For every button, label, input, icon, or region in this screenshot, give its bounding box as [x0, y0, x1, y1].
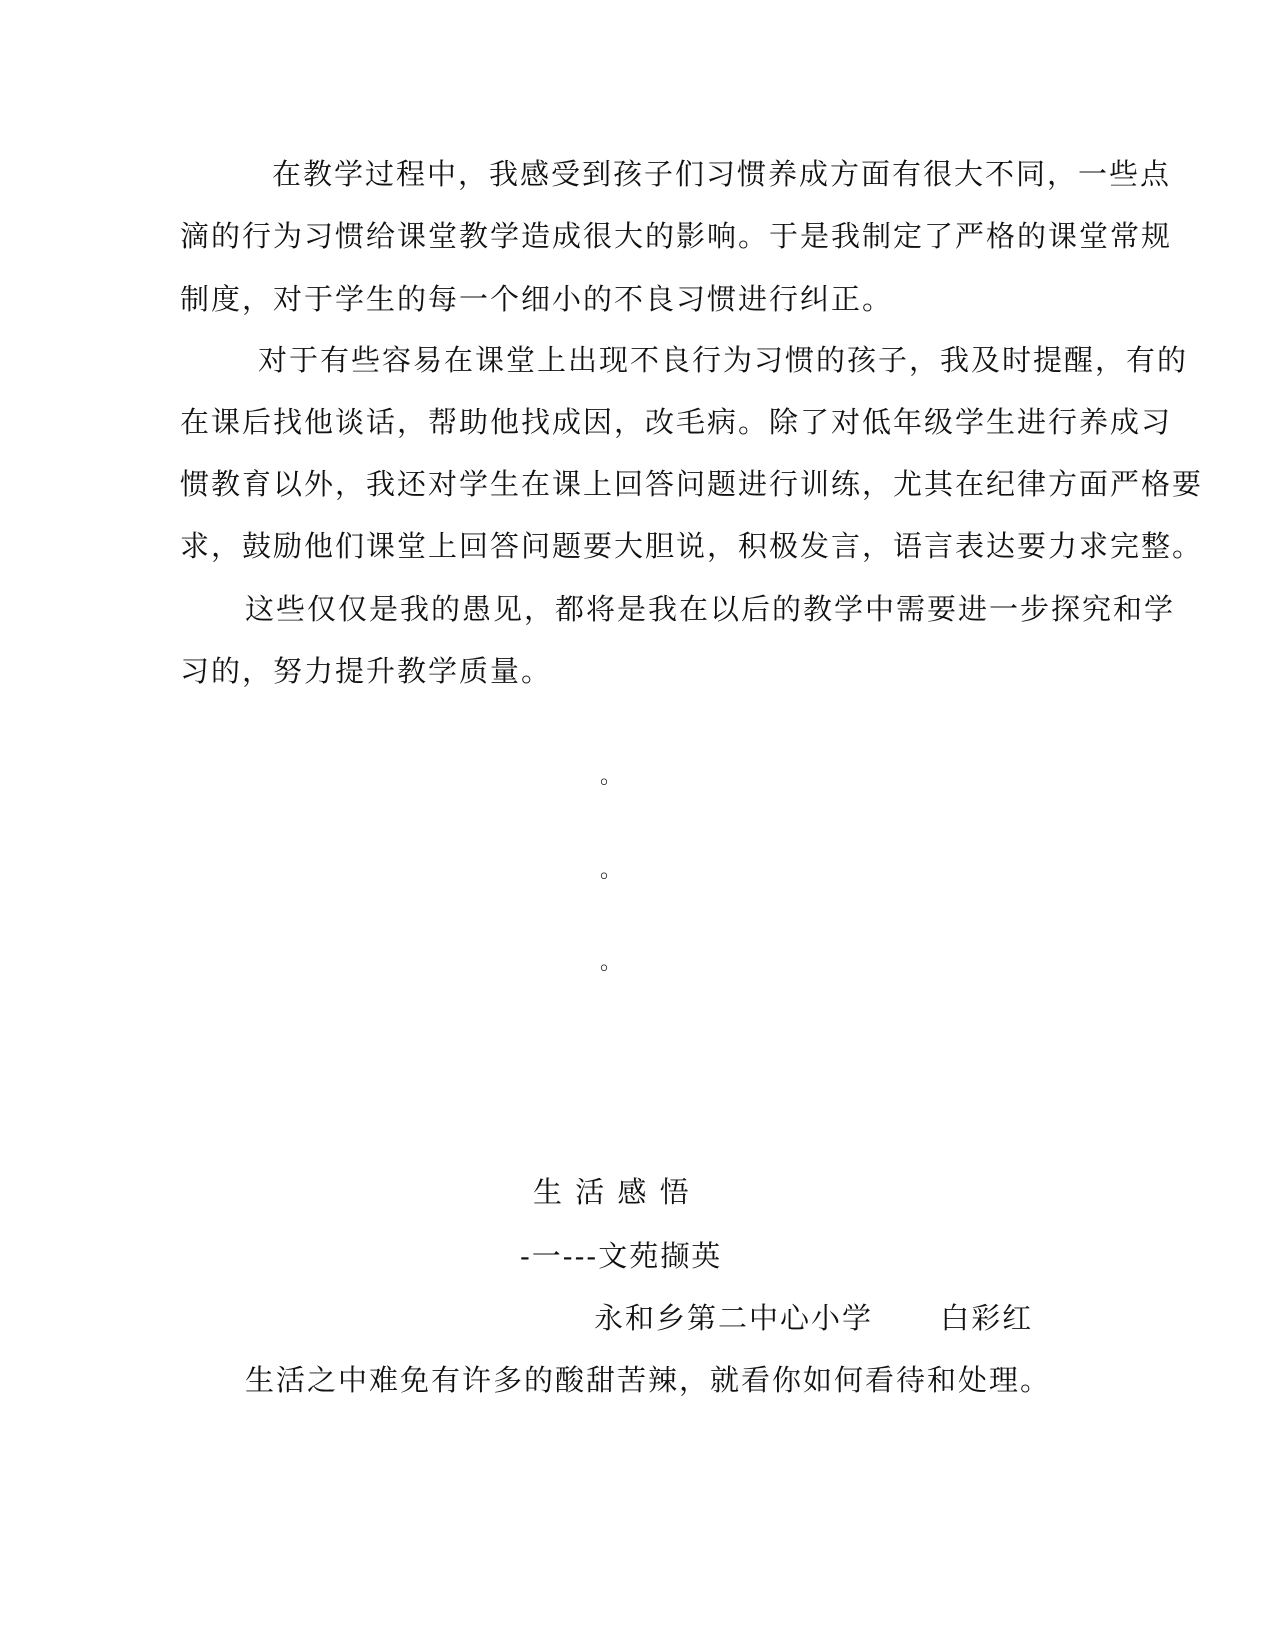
author-line: 永和乡第二中心小学 白彩红: [594, 1301, 1034, 1335]
paragraph-3-line-1: 这些仅仅是我的愚见，都将是我在以后的教学中需要进一步探究和学: [245, 592, 1176, 626]
paragraph-2-line-3: 惯教育以外，我还对学生在课上回答问题进行训练，尤其在纪律方面严格要: [180, 467, 1204, 501]
paragraph-2-line-4: 求，鼓励他们课堂上回答问题要大胆说，积极发言，语言表达要力求完整。: [180, 529, 1204, 563]
separator-mark: 。: [600, 764, 623, 789]
separator-mark: 。: [600, 858, 623, 883]
paragraph-3-line-2: 习的，努力提升教学质量。: [180, 654, 553, 688]
separator-mark: 。: [600, 950, 623, 975]
paragraph-1-line-2: 滴的行为习惯给课堂教学造成很大的影响。于是我制定了严格的课堂常规: [180, 219, 1173, 253]
article-title: 生 活 感 悟: [533, 1175, 691, 1209]
paragraph-2-line-2: 在课后找他谈话，帮助他找成因，改毛病。除了对低年级学生进行养成习: [180, 405, 1173, 439]
paragraph-2-line-1: 对于有些容易在课堂上出现不良行为习惯的孩子，我及时提醒，有的: [258, 343, 1189, 377]
paragraph-1-line-3: 制度，对于学生的每一个细小的不良习惯进行纠正。: [180, 282, 894, 316]
paragraph-1-line-1: 在教学过程中，我感受到孩子们习惯养成方面有很大不同，一些点: [272, 157, 1172, 191]
article-subtitle: -一---文苑撷英: [520, 1239, 723, 1273]
article-first-line: 生活之中难免有许多的酸甜苦辣，就看你如何看待和处理。: [245, 1363, 1052, 1397]
